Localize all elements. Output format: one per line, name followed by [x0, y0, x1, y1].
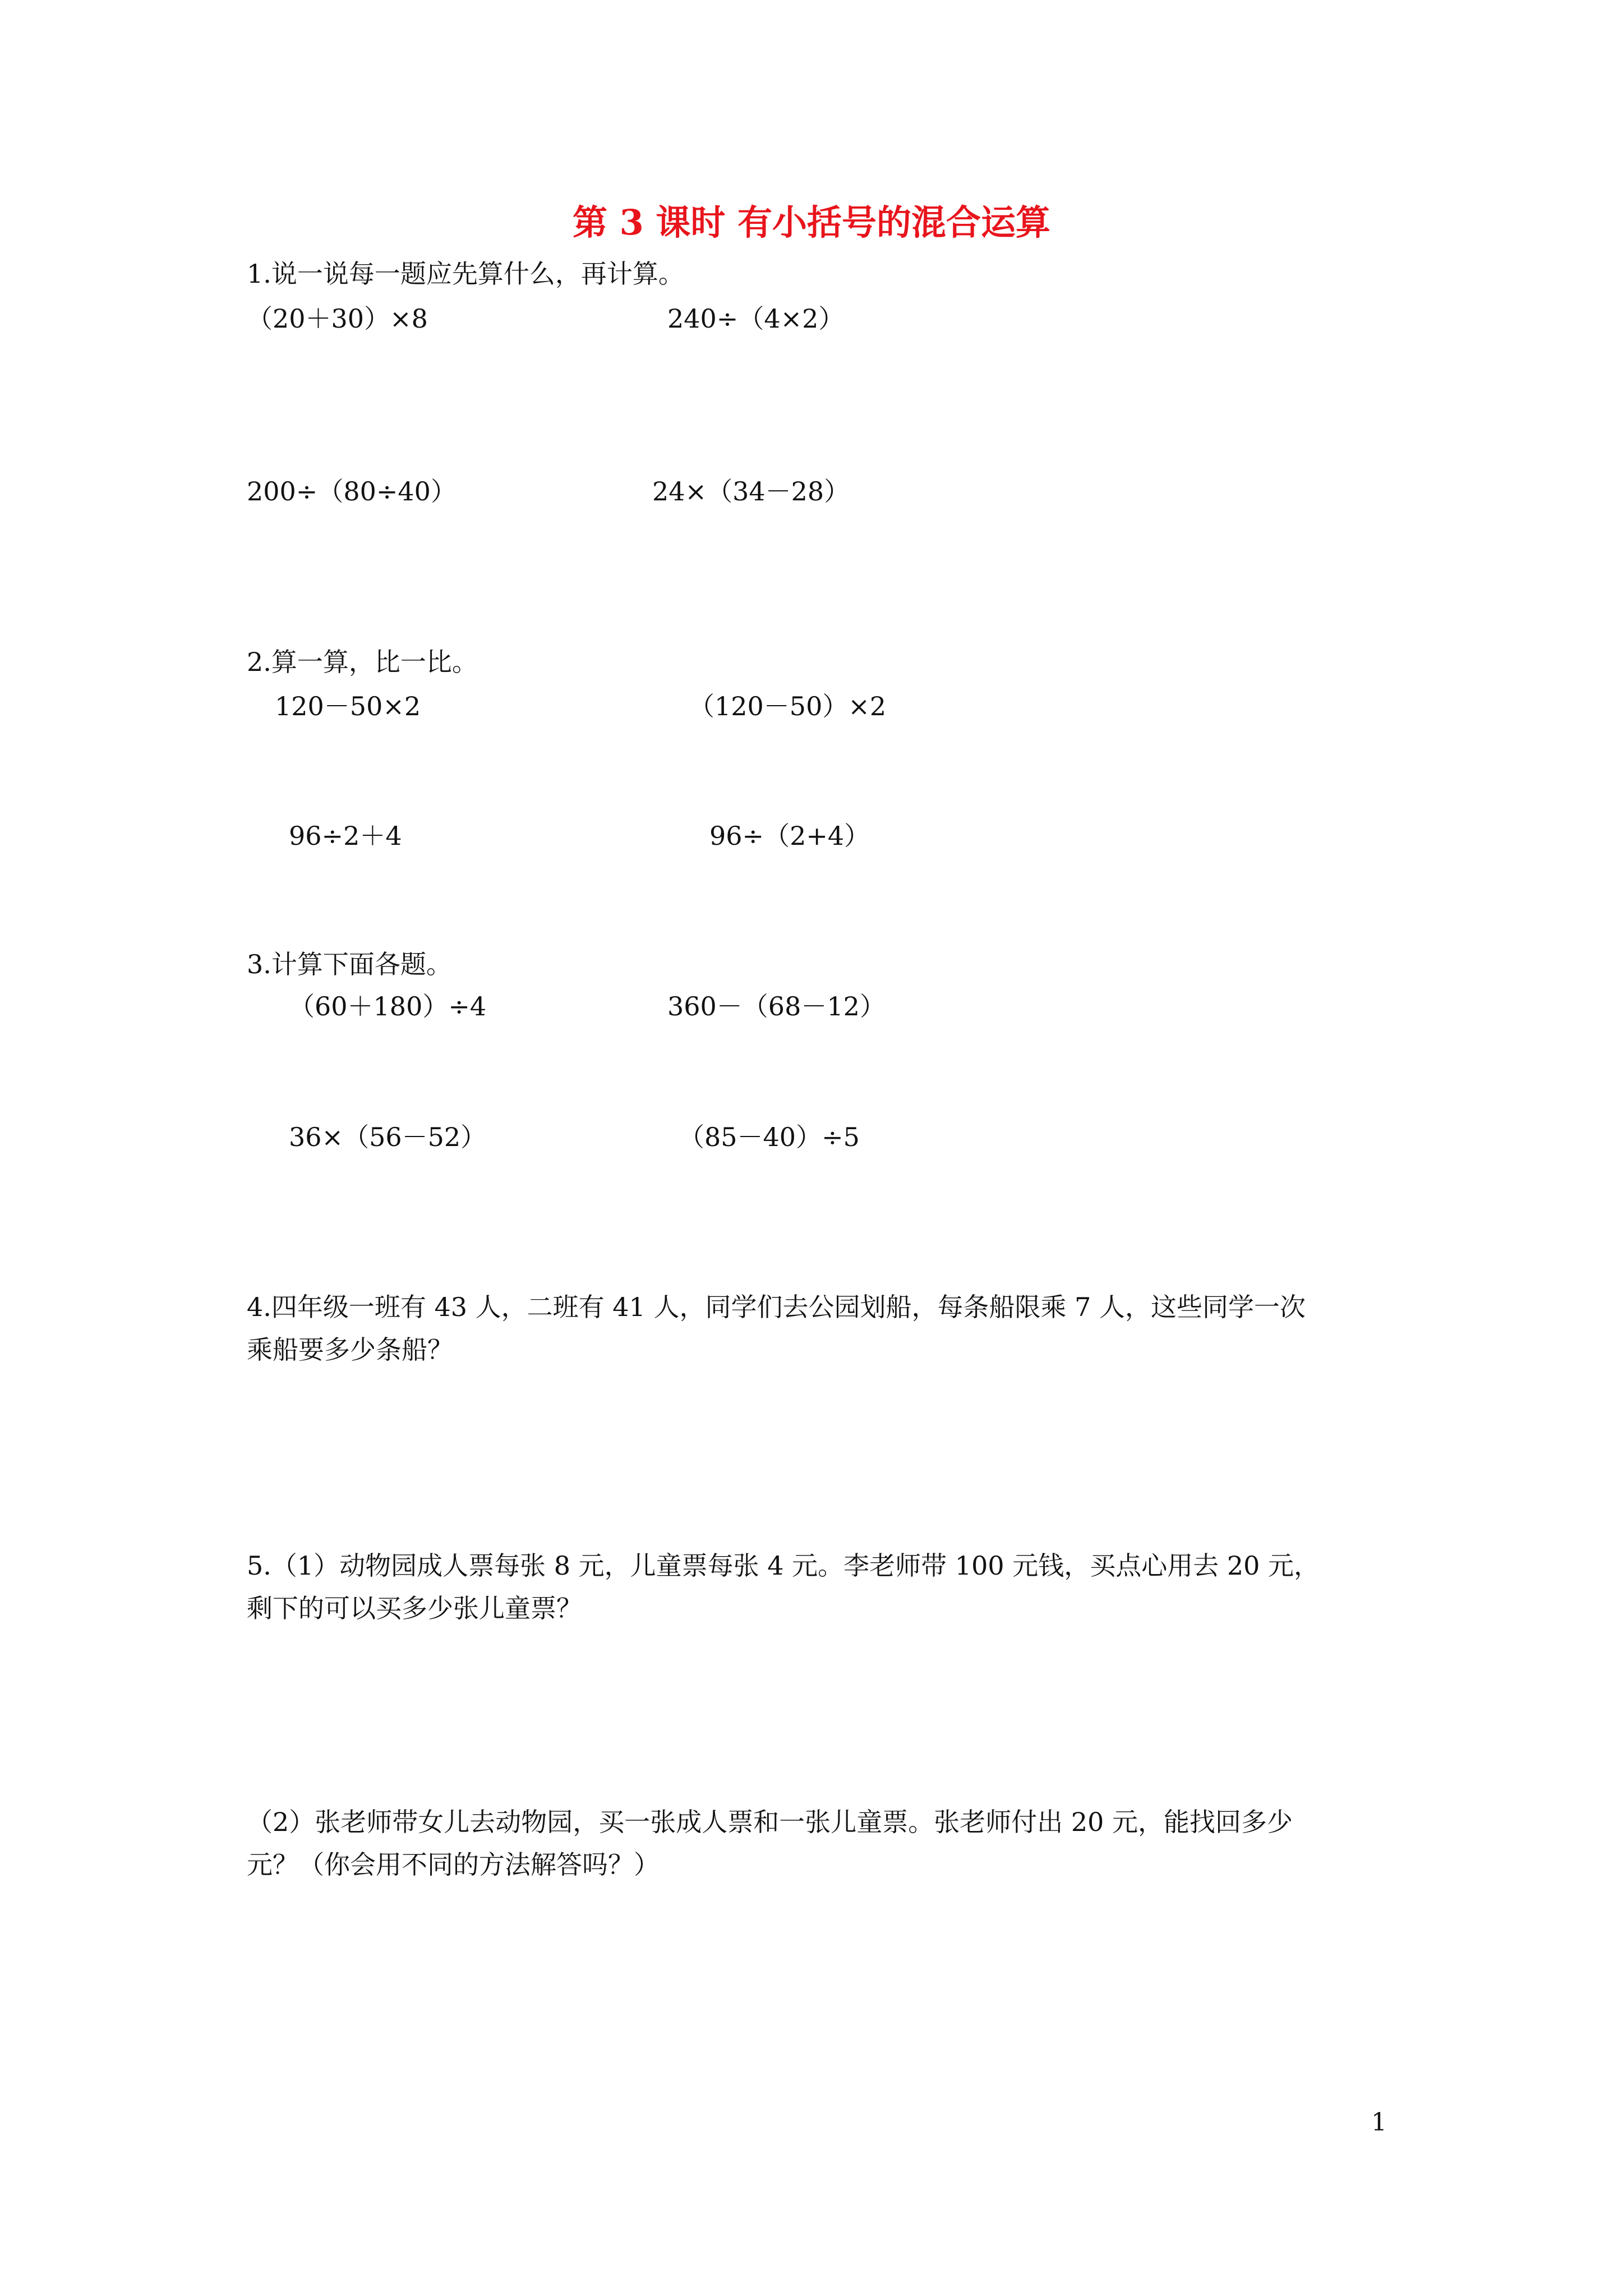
q1-item-4: 24×（34－28） [652, 476, 850, 507]
q5-part1-line-2: 剩下的可以买多少张儿童票？ [247, 1593, 582, 1623]
q3-item-1: （60＋180）÷4 [289, 991, 487, 1022]
q2-item-2: （120－50）×2 [689, 691, 887, 721]
q2-item-4: 96÷（2+4） [709, 821, 870, 851]
q4-line-1: 4.四年级一班有 43 人，二班有 41 人，同学们去公园划船，每条船限乘 7 人，这些同学一次 [247, 1292, 1306, 1322]
q1-item-1: （20＋30）×8 [247, 303, 428, 334]
q3-item-3: 36×（56－52） [289, 1122, 487, 1152]
q4-line-2: 乘船要多少条船？ [247, 1335, 453, 1365]
q1-item-2: 240÷（4×2） [667, 303, 845, 334]
q3-heading: 3.计算下面各题。 [247, 949, 452, 979]
q5-part2-line-1: （2）张老师带女儿去动物园，买一张成人票和一张儿童票。张老师付出 20 元，能找回多少 [247, 1807, 1293, 1837]
q2-item-3: 96÷2＋4 [289, 821, 402, 851]
q3-item-4: （85－40）÷5 [679, 1122, 860, 1152]
q5-part1-text [247, 1544, 1320, 1630]
q1-heading: 1.说一说每一题应先算什么，再计算。 [247, 259, 684, 289]
page-number: 1 [1371, 2108, 1387, 2137]
q1-item-3: 200÷（80÷40） [247, 476, 457, 507]
q5-part2-text [247, 1801, 1293, 1886]
q2-item-1: 120－50×2 [275, 691, 421, 721]
q5-part2-line-2: 元？（你会用不同的方法解答吗？） [247, 1849, 660, 1880]
q4-text [247, 1286, 1306, 1371]
q5-part1-line-1: 5.（1）动物园成人票每张 8 元，儿童票每张 4 元。李老师带 100 元钱，买点心用去 20 元， [247, 1550, 1320, 1581]
page-title: 第 3 课时 有小括号的混合运算 [573, 202, 1050, 243]
q3-item-2: 360－（68－12） [667, 991, 886, 1022]
q2-heading: 2.算一算，比一比。 [247, 647, 478, 677]
